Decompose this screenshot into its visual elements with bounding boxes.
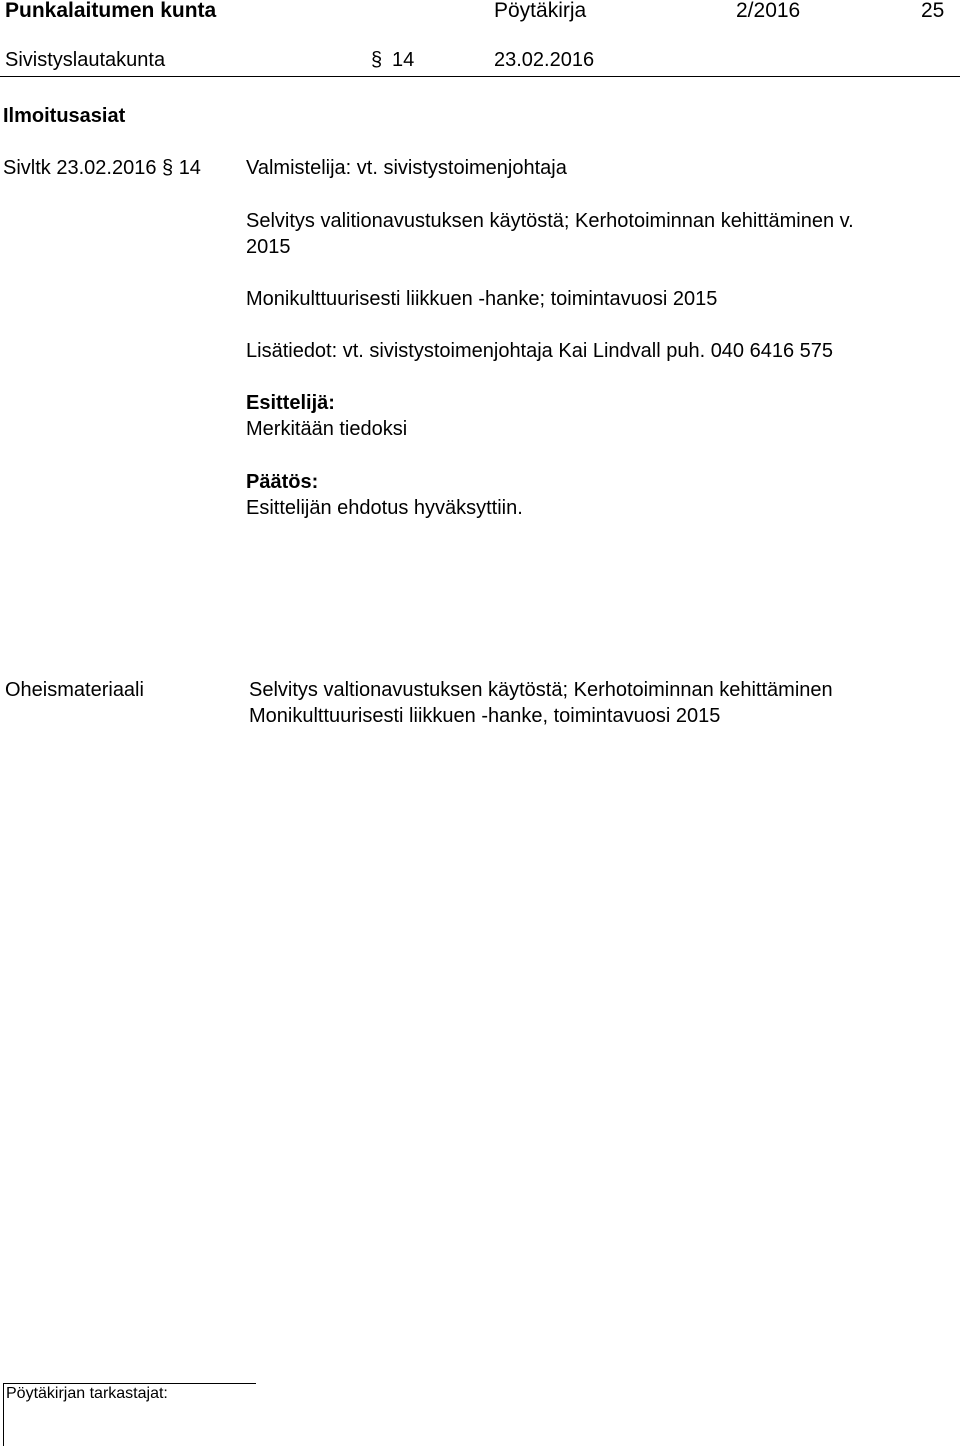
matter-ref-prefix: Sivltk 23.02.2016 [3, 157, 157, 179]
header-rule [0, 76, 960, 77]
attachments-label: Oheismateriaali [5, 679, 144, 701]
contact-info: Lisätiedot: vt. sivistystoimenjohtaja Kai Lindvall puh. 040 6416 575 [246, 340, 834, 362]
matter-ref-number: 14 [178, 157, 201, 179]
attachment-item-1: Selvitys valtionavustuksen käytöstä; Kerhotoiminnan kehittäminen [249, 679, 833, 701]
decision-label: Päätös: [246, 471, 319, 493]
presenter-text: Merkitään tiedoksi [246, 418, 408, 440]
section-symbol: § [371, 49, 383, 71]
board-name: Sivistyslautakunta [5, 49, 166, 71]
section-number: 14 [392, 49, 415, 71]
matter-title: Ilmoitusasiat [3, 105, 126, 127]
body-line-1: Selvitys valitionavustuksen käytöstä; Kerhotoiminnan kehittäminen v. [246, 210, 854, 232]
municipality-name: Punkalaitumen kunta [5, 0, 217, 22]
matter-ref-symbol: § [162, 157, 174, 179]
presenter-label: Esittelijä: [246, 392, 335, 414]
issue-number: 2/2016 [736, 0, 801, 22]
verifiers-label: Pöytäkirjan tarkastajat: [6, 1385, 168, 1402]
body-paragraph-2: Monikulttuurisesti liikkuen -hanke; toimintavuosi 2015 [246, 288, 718, 310]
body-line-2: 2015 [246, 236, 291, 258]
attachment-item-2: Monikulttuurisesti liikkuen -hanke, toimintavuosi 2015 [249, 705, 721, 727]
page-number: 25 [921, 0, 945, 22]
decision-text: Esittelijän ehdotus hyväksyttiin. [246, 497, 523, 519]
document-type: Pöytäkirja [494, 0, 587, 22]
meeting-date: 23.02.2016 [494, 49, 595, 71]
matter-ref [3, 157, 201, 180]
preparer: Valmistelija: vt. sivistystoimenjohtaja [246, 157, 567, 179]
